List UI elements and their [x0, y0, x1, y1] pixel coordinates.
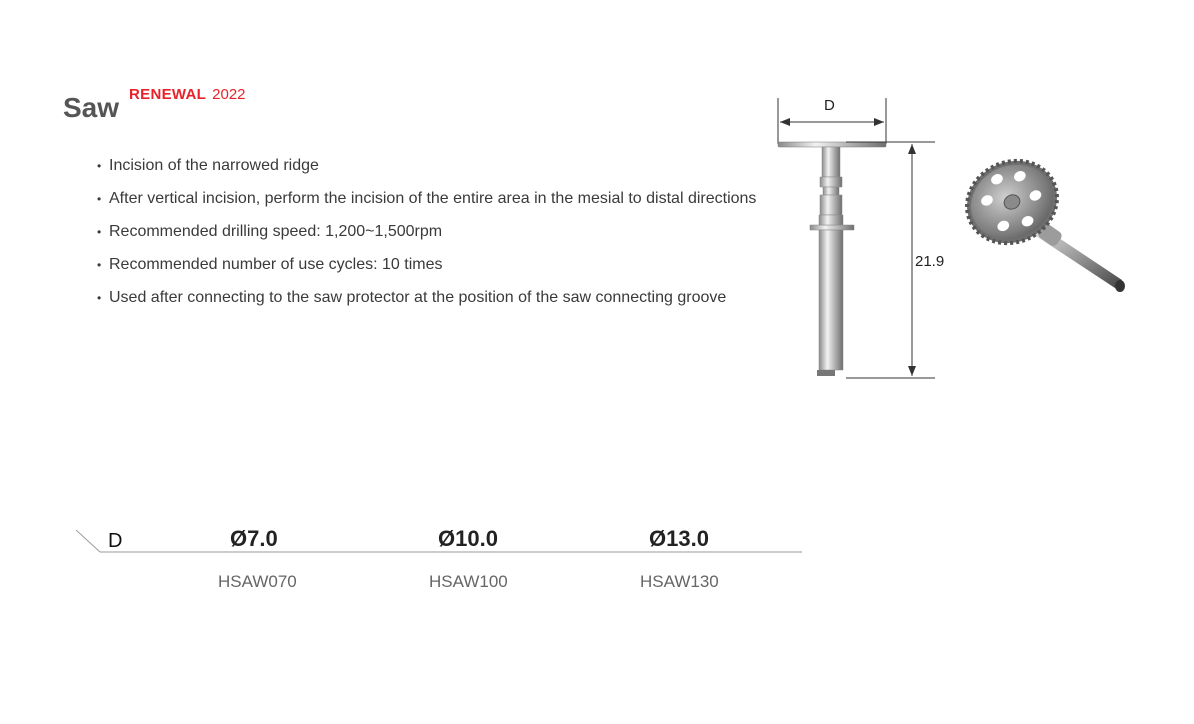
renewal-badge: RENEWAL: [129, 86, 207, 103]
table-row-label: D: [108, 530, 123, 552]
size-column-3: Ø13.0: [649, 526, 709, 551]
bullet-icon: •: [97, 225, 102, 239]
saw-collar: [820, 177, 842, 187]
h-arrow-bottom: [908, 366, 916, 376]
spec-table: [76, 522, 802, 602]
feature-item: [97, 287, 757, 309]
feature-list: [97, 155, 757, 320]
dimension-length-label: 21.9: [915, 253, 945, 270]
saw-shank: [819, 230, 843, 370]
saw-latch: [817, 370, 835, 376]
size-column-2: Ø10.0: [438, 526, 498, 551]
title-row: [63, 86, 246, 124]
saw-upper-shank: [819, 215, 843, 225]
feature-text: After vertical incision, perform the incision of the entire area in the mesial to distal directions: [109, 190, 757, 207]
size-column-1: Ø7.0: [230, 526, 278, 551]
d-arrow-left: [780, 118, 790, 126]
saw-body: [820, 195, 842, 215]
bullet-icon: •: [97, 159, 102, 173]
feature-text: Recommended number of use cycles: 10 times: [109, 256, 443, 273]
product-shaft-end: [1115, 280, 1125, 292]
page-title: Saw: [63, 92, 120, 123]
product-code-3: HSAW130: [640, 572, 719, 591]
feature-text: Incision of the narrowed ridge: [109, 157, 319, 174]
d-arrow-right: [874, 118, 884, 126]
saw-stop-ring: [810, 225, 854, 230]
dimension-diagram: [770, 92, 950, 392]
h-arrow-top: [908, 144, 916, 154]
renewal-year: 2022: [212, 86, 246, 103]
dimension-d-label: D: [824, 97, 835, 114]
product-code-1: HSAW070: [218, 572, 297, 591]
bullet-icon: •: [97, 291, 102, 305]
bullet-icon: •: [97, 258, 102, 272]
feature-text: Recommended drilling speed: 1,200~1,500rpm: [109, 223, 443, 240]
saw-groove: [823, 187, 839, 195]
feature-item: [97, 254, 757, 276]
bullet-icon: •: [97, 192, 102, 206]
feature-item: [97, 188, 757, 210]
saw-product-image: [960, 140, 1135, 300]
feature-text: Used after connecting to the saw protector at the position of the saw connecting groove: [109, 289, 727, 306]
saw-neck: [822, 147, 840, 177]
product-code-2: HSAW100: [429, 572, 508, 591]
saw-disc-profile: [778, 142, 886, 147]
feature-item: [97, 155, 757, 177]
feature-item: [97, 221, 757, 243]
